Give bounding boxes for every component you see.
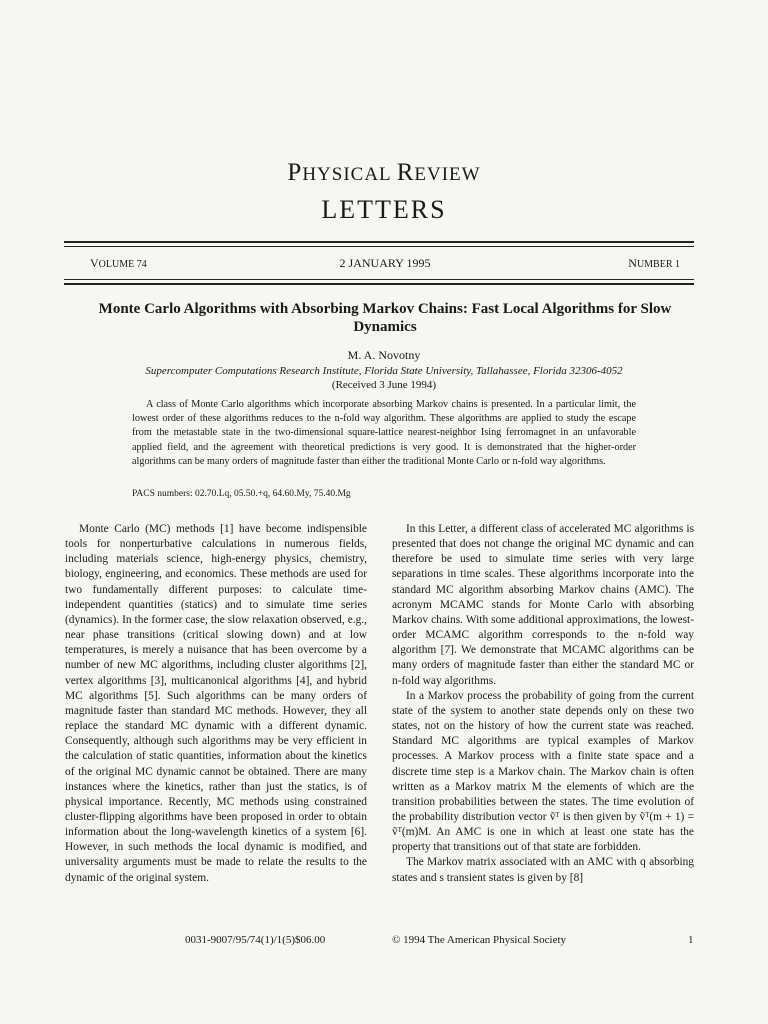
journal-title (0, 158, 768, 190)
article-affiliation: Supercomputer Computations Research Institute, Florida State University, Tallahassee, Florida 32306-4052 (145, 365, 623, 377)
footer-code: 0031-9007/95/74(1)/1(5)$06.00 (185, 934, 326, 946)
number-rest: UMBER 1 (636, 259, 680, 270)
article-received: (Received 3 June 1994) (331, 379, 437, 391)
mid-rule-thick (64, 283, 694, 285)
journal-title-smallcaps-1: HYSICAL (302, 164, 397, 185)
journal-title-cap-p: P (287, 159, 303, 186)
top-rule-thin (64, 246, 694, 247)
journal-title-cap-r: R (396, 159, 415, 186)
body-paragraph: The Markov matrix associated with an AMC with q absorbing states and s transient states is given by [8] (392, 856, 694, 884)
article-title: Monte Carlo Algorithms with Absorbing Markov Chains: Fast Local Algorithms for Slow Dynamics (98, 301, 672, 335)
masthead (90, 254, 680, 272)
page-number: 1 (688, 934, 694, 946)
issue-date: 2 JANUARY 1995 (339, 256, 431, 270)
body-paragraph: Monte Carlo (MC) methods [1] have become indispensible tools for nonperturbative calculations in numerous fields, including materials science, high-energy physics, chemistry, biology, engineering, and economics. These methods are used for two fundamentally different purposes: to calculate time-independent quantities (statics) and to simulate time series (dynamics). In the former case, the slow relaxation observed, e.g., near phase transitions (critical slowing down) and at low temperatures, is merely a nuisance that has been overcome by a number of new MC algorithms, including cluster algorithms [2], vertex algorithms [3], multicanonical algorithms [4], and hybrid MC algorithms [5]. Such algorithms can be many orders of magnitude faster than standard MC methods. However, they all replace the standard MC dynamic with a different dynamic. Consequently, although such algorithms may be very efficient in the calculation of static quantities, information about the kinetics of the original MC dynamic cannot be obtained. There are many instances where the kinetics, rather than just the statics, is of physical importance. Recently, MC methods using constrained cluster-flipping algorithms have been proposed in order to obtain information about the long-wavelength kinetics of a system [6]. However, in such methods the local dynamic is modified, and universality arguments must be made to relate the results to the dynamic of the original system. (65, 523, 367, 884)
number-label (628, 254, 680, 274)
top-rule-thick (64, 241, 694, 243)
article-author: M. A. Novotny (347, 348, 421, 362)
journal-title-smallcaps-2: EVIEW (414, 164, 481, 185)
footer-copyright: © 1994 The American Physical Society (392, 934, 567, 946)
pacs-numbers: PACS numbers: 02.70.Lq, 05.50.+q, 64.60.My, 75.40.Mg (132, 489, 351, 499)
page-footer (0, 932, 768, 948)
body-column-right (392, 522, 694, 886)
body-column-left (65, 522, 367, 886)
abstract-text: A class of Monte Carlo algorithms which incorporate absorbing Markov chains is presented. In a particular limit, the lowest order of these algorithms reduces to the n-fold way algorithm. These algorithms are applied to study the escape from the metastable state in the two-dimensional square-lattice nearest-neighbor Ising ferromagnet in an unfavorable applied field, and the agreement with theoretical predictions is very good. It is demonstrated that the higher-order algorithms can be many orders of magnitude faster than either the traditional Monte Carlo or n-fold way algorithms. (132, 399, 636, 467)
abstract (132, 398, 636, 469)
body-paragraph: In a Markov process the probability of going from the current state of the system to another state depends only on these two states, not on the history of how the current state was reached. Standard MC algorithms are typical examples of Markov processes. A Markov process with a finite state space and a discrete time step is a Markov chain. The Markov chain is often written as a Markov matrix M the elements of which are the transition probabilities between the states. The time evolution of the probability distribution vector ṽᵀ is then given by ṽᵀ(m + 1) = ṽᵀ(m)M. An AMC is one in which at least one state has the property that transitions out of that state are forbidden. (392, 689, 694, 854)
volume-rest: OLUME 74 (98, 259, 147, 270)
volume-cap: V (90, 256, 99, 270)
journal-subtitle: LETTERS (321, 195, 447, 224)
body-paragraph: In this Letter, a different class of accelerated MC algorithms is presented that does not change the original MC dynamic and can therefore be used to simulate time series with very large separations in time scales. These algorithms incorporate into the standard MC algorithm absorbing Markov chains (AMC). The acronym MCAMC stands for Monte Carlo with absorbing Markov chains. With some additional approximations, the lowest-order MCAMC algorithm corresponds to the n-fold way algorithm [7]. We demonstrate that MCAMC algorithms can be many orders of magnitude faster than either the standard MC or n-fold way algorithms. (392, 523, 694, 687)
number-cap: N (628, 256, 637, 270)
mid-rule-thin (64, 279, 694, 280)
